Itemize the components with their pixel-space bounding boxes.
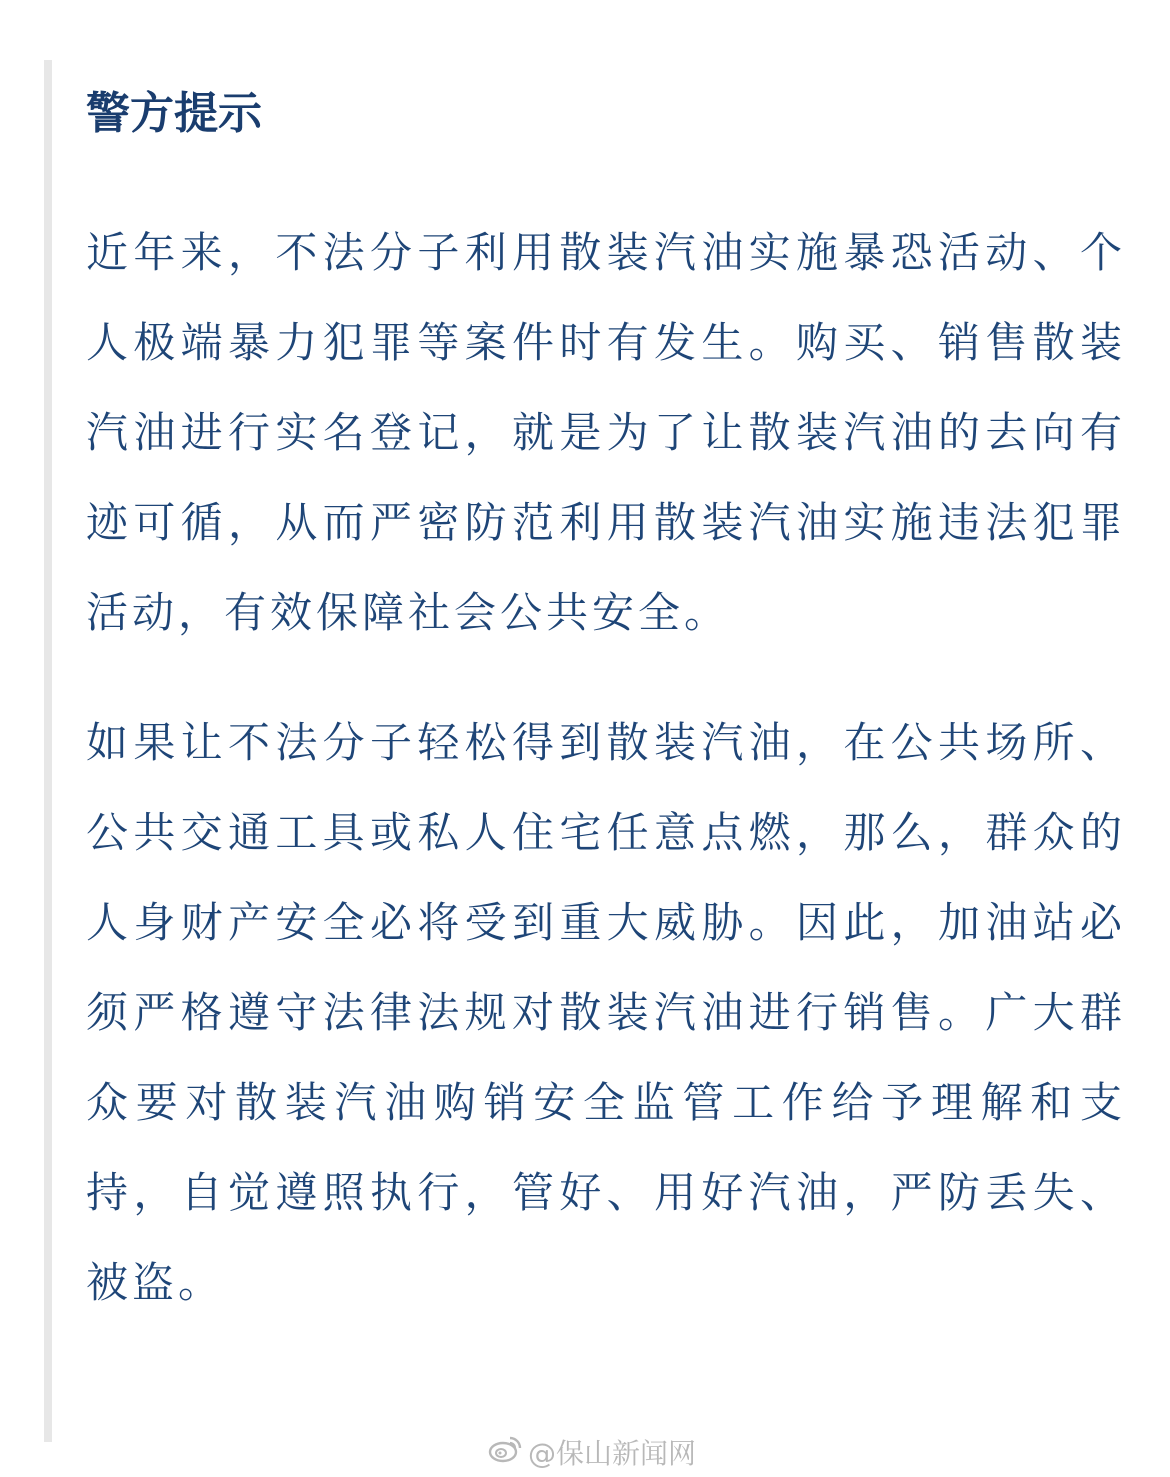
article-title: 警方提示: [86, 88, 262, 139]
article-body: [86, 78, 1126, 1328]
paragraph-1: 近年来，不法分子利用散装汽油实施暴恐活动、个人极端暴力犯罪等案件时有发生。购买、销售散装汽油进行实名登记，就是为了让散装汽油的去向有迹可循，从而严密防范利用散装汽油实施违法犯罪活动，有效保障社会公共安全。: [86, 228, 1126, 637]
watermark-text: @保山新闻网: [527, 1437, 696, 1470]
weibo-icon: [488, 1434, 522, 1471]
watermark: [488, 1432, 696, 1472]
paragraph-2: 如果让不法分子轻松得到散装汽油，在公共场所、公共交通工具或私人住宅任意点燃，那么，群众的人身财产安全必将受到重大威胁。因此，加油站必须严格遵守法律法规对散装汽油进行销售。广大群众要对散装汽油购销安全监管工作给予理解和支持，自觉遵照执行，管好、用好汽油，严防丢失、被盗。: [86, 718, 1126, 1307]
quote-bar: [44, 60, 52, 1442]
